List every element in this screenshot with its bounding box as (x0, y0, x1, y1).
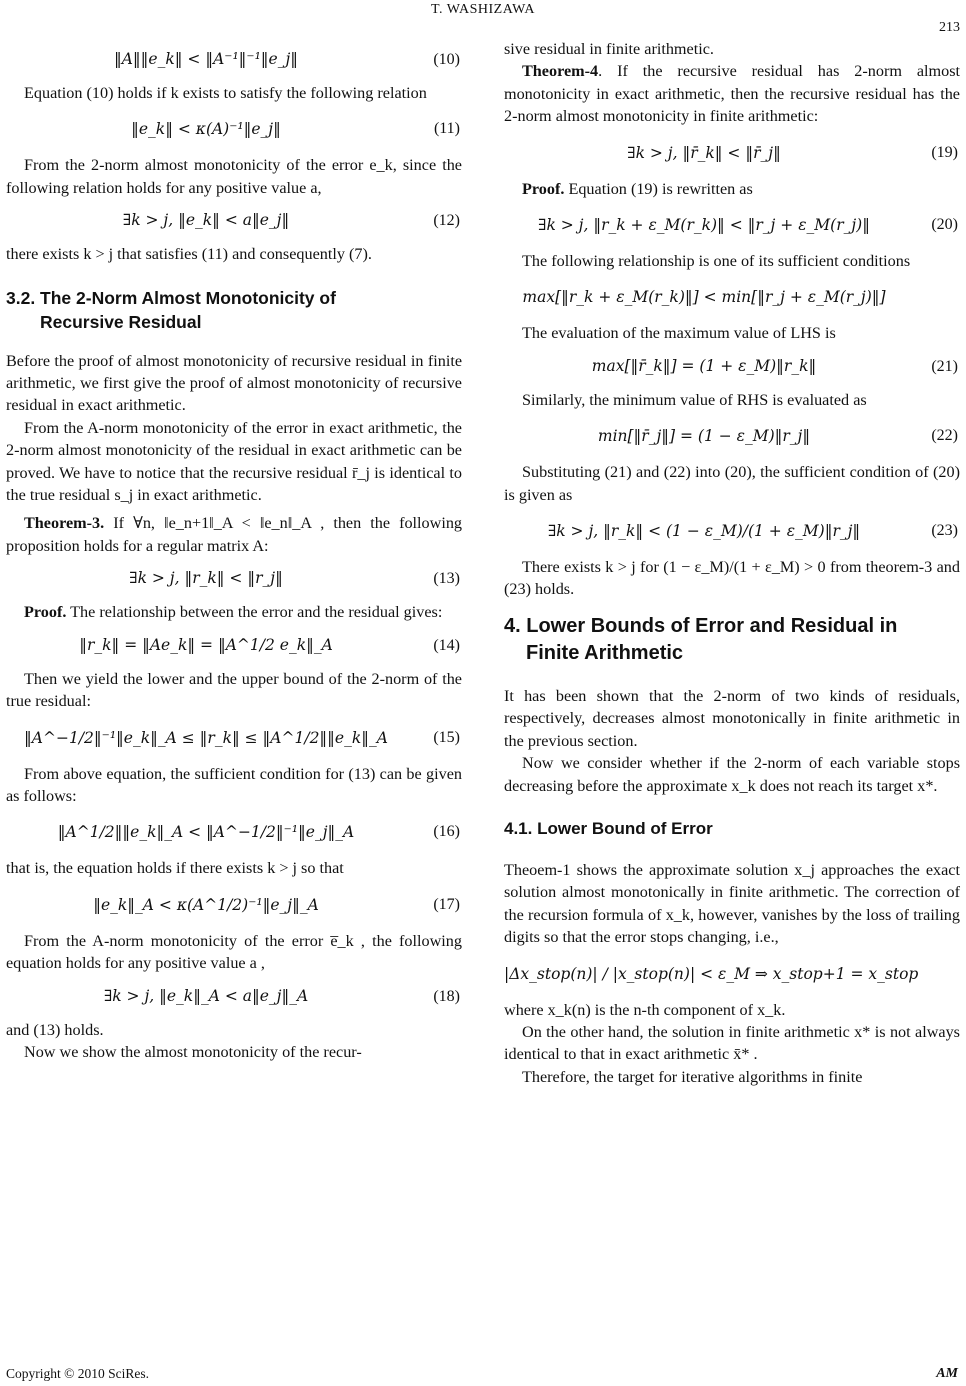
equation-body: ‖r_k‖ = ‖Ae_k‖ = ‖A^1/2 e_k‖_A (79, 635, 333, 654)
paragraph: Equation (10) holds if k exists to satisfy the following relation (24, 84, 427, 102)
page-number: 213 (939, 20, 960, 35)
equation-12 (6, 201, 462, 241)
equation-number: (20) (931, 216, 958, 234)
equation-22 (504, 413, 960, 459)
heading-line: 4. Lower Bounds of Error and Residual in (504, 614, 898, 637)
running-head: T. WASHIZAWA (431, 2, 535, 17)
equation-body: ‖A^1/2‖‖e_k‖_A < ‖A^−1/2‖⁻¹‖e_j‖_A (57, 823, 355, 842)
paragraph: On the other hand, the solution in finite arithmetic x* is not always identical to that in exact arithmetic x̄* . (504, 1022, 960, 1064)
proof (6, 601, 462, 623)
equation-18 (6, 977, 462, 1017)
heading-line: Finite Arithmetic (526, 641, 684, 664)
equation-body: ∃k > j, ‖r_k‖ < (1 − ε_M)/(1 + ε_M)‖r_j‖ (547, 522, 861, 541)
paragraph: Now we consider whether if the 2-norm of each variable stops decreasing before the approximate x_k does not reach its target x*. (504, 754, 960, 795)
proof-label: Proof. (24, 603, 67, 622)
heading-line: 3.2. The 2-Norm Almost Monotonicity of (6, 287, 336, 308)
equation-body: ‖A^−1/2‖⁻¹‖e_k‖_A ≤ ‖r_k‖ ≤ ‖A^1/2‖‖e_k‖_A (24, 728, 388, 747)
equation-number: (14) (433, 636, 460, 654)
equation-15 (6, 715, 462, 761)
equation-sufficient (504, 274, 960, 320)
equation-19 (504, 130, 960, 176)
equation-body: ‖e_k‖_A < κ(A^1/2)⁻¹‖e_j‖_A (93, 895, 319, 914)
paragraph: Now we show the almost monotonicity of the recur- (24, 1042, 362, 1061)
paragraph: where x_k(n) is the n-th component of x_k. (504, 1000, 786, 1019)
equation-number: (10) (433, 51, 460, 68)
equation-number: (12) (433, 212, 460, 230)
equation-number: (19) (931, 143, 958, 161)
equation-14 (6, 626, 462, 666)
proof-text: The relationship between the error and the residual gives: (70, 603, 443, 622)
paragraph: From the 2-norm almost monotonicity of the error e_k, since the following relation holds for any positive value a, (6, 156, 462, 197)
equation-number: (22) (931, 427, 958, 445)
equation-11 (6, 106, 462, 152)
paragraph: Substituting (21) and (22) into (20), the sufficient condition of (20) is given as (504, 463, 960, 504)
equation-body: ‖e_k‖ < κ(A)⁻¹‖e_j‖ (131, 120, 281, 139)
equation-body: ∃k > j, ‖e_k‖ < a‖e_j‖ (122, 211, 290, 230)
equation-20 (504, 202, 960, 248)
theorem-label: Theorem-3. (24, 514, 105, 533)
equation-number: (18) (433, 987, 460, 1005)
proof-text: Equation (19) is rewritten as (568, 179, 753, 198)
paragraph: The evaluation of the maximum value of LHS is (522, 324, 836, 343)
paragraph: From the A-norm monotonicity of the error e̅_k , the following equation holds for any positive value a , (6, 931, 462, 973)
equation-body: ∃k > j, ‖r̄_k‖ < ‖r̄_j‖ (627, 143, 781, 162)
equation-16 (6, 809, 462, 855)
equation-body: max[‖r̄_k‖] = (1 + ε_M)‖r_k‖ (591, 356, 817, 375)
right-column (504, 38, 960, 1088)
equation-13 (6, 559, 462, 599)
equation-number: (11) (433, 120, 460, 138)
paragraph: It has been shown that the 2-norm of two kinds of residuals, respectively, decreases almost monotonically in finite arithmetic in the previous section. (504, 686, 960, 750)
equation-body: ∃k > j, ‖e_k‖_A < a‖e_j‖_A (103, 986, 309, 1005)
theorem-3 (6, 512, 462, 557)
journal-abbrev: AM (936, 1366, 958, 1381)
paragraph: There exists k > j for (1 − ε_M)/(1 + ε_M) > 0 from theorem-3 and (23) holds. (504, 558, 960, 599)
paragraph: From the A-norm monotonicity of the error in exact arithmetic, the 2-norm almost monotonicity of the residual in exact arithmetic can be proved. We have to notice that the recursive residual r̄_j is identical to the true residual s_j in exact arithmetic. (6, 418, 462, 505)
proof (504, 178, 960, 200)
proof-label: Proof. (522, 179, 565, 198)
theorem-text: If ∀n, ‖e_n+1‖_A < ‖e_n‖_A , then the following proposition holds for a regular matrix A: (6, 514, 463, 555)
theorem-4 (504, 60, 960, 127)
equation-21 (504, 347, 960, 387)
paragraph: From above equation, the sufficient condition for (13) can be given as follows: (6, 764, 462, 805)
paragraph: Then we yield the lower and the upper bound of the 2-norm of the true residual: (6, 669, 462, 711)
paragraph: sive residual in finite arithmetic. (504, 40, 714, 58)
paragraph: that is, the equation holds if there exists k > j so that (6, 859, 344, 878)
section-heading-4 (504, 613, 960, 667)
left-column (6, 38, 462, 1063)
paragraph: Therefore, the target for iterative algorithms in finite (522, 1067, 863, 1086)
equation-number: (17) (433, 895, 460, 913)
paragraph: Before the proof of almost monotonicity of recursive residual in finite arithmetic, we first give the proof of almost monotonicity of recursive residual in exact arithmetic. (6, 351, 462, 415)
paragraph: The following relationship is one of its sufficient conditions (522, 252, 911, 271)
equation-number: (21) (931, 357, 958, 375)
equation-number: (15) (433, 728, 460, 746)
heading-line: Recursive Residual (40, 311, 202, 332)
paragraph: Similarly, the minimum value of RHS is evaluated as (522, 390, 867, 409)
paragraph: and (13) holds. (6, 1020, 104, 1039)
section-heading-4-1: 4.1. Lower Bound of Error (504, 818, 713, 838)
equation-body: ∃k > j, ‖r_k‖ < ‖r_j‖ (129, 569, 283, 588)
paragraph: Theoem-1 shows the approximate solution x_j approaches the exact solution almost monotonically in finite arithmetic. The correction of the recursion formula of x_k, however, vanishes by the loss of trailing digits so that the error stops changing, i.e., (504, 860, 960, 947)
copyright-footer: Copyright © 2010 SciRes. (6, 1366, 150, 1381)
equation-number: (16) (433, 823, 460, 841)
equation-body: |Δx_stop(n)| / |x_stop(n)| < ε_M ⇒ x_stop+1 = x_stop (504, 964, 919, 983)
equation-body: min[‖r̄_j‖] = (1 − ε_M)‖r_j‖ (597, 427, 811, 446)
equation-number: (13) (433, 570, 460, 588)
equation-stop (504, 951, 960, 997)
equation-10 (6, 40, 462, 80)
section-heading-3-2 (6, 286, 462, 334)
theorem-text: . If the recursive residual has 2-norm almost monotonicity in exact arithmetic, then the recursive residual has the 2-norm almost monotonicity in finite arithmetic: (504, 62, 960, 126)
paragraph: there exists k > j that satisfies (11) and consequently (7). (6, 245, 372, 264)
theorem-label: Theorem-4 (522, 62, 599, 81)
equation-body: max[‖r_k + ε_M(r_k)‖] < min[‖r_j + ε_M(r_j)‖] (522, 288, 886, 307)
equation-number: (23) (931, 522, 958, 540)
equation-23 (504, 508, 960, 554)
equation-17 (6, 882, 462, 928)
equation-body: ‖A‖‖e_k‖ < ‖A⁻¹‖⁻¹‖e_j‖ (113, 50, 299, 68)
equation-body: ∃k > j, ‖r_k + ε_M(r_k)‖ < ‖r_j + ε_M(r_j)‖ (538, 216, 870, 235)
